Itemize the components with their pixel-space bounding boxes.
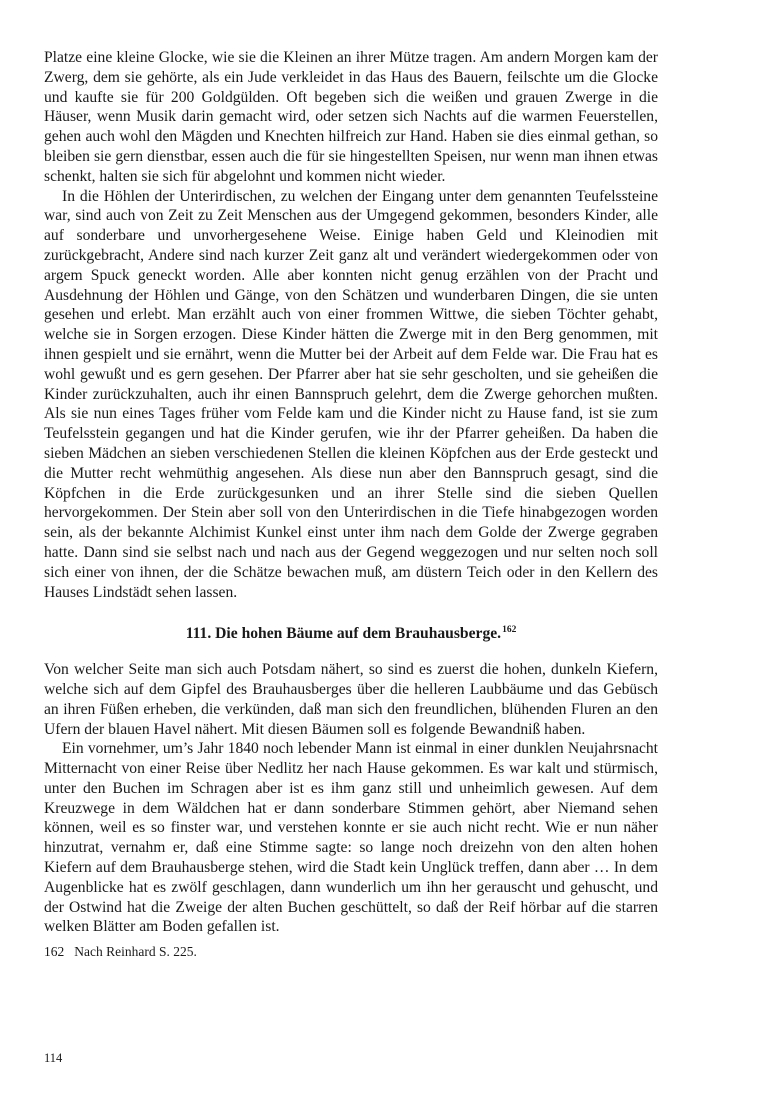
section-heading-text: 111. Die hohen Bäume auf dem Brauhausberge. xyxy=(185,625,502,643)
paragraph-neujahrsnacht: Ein vornehmer, um’s Jahr 1840 noch lebender Mann ist einmal in einer dunklen Neujahrsnacht Mitternacht von einer Reise über Nedlitz her nach Hause gekommen. Es war kalt und stürmisch, unter den Buchen im Schragen aber ist es ihm ganz still und unheimlich gewesen. Auf dem Kreuzwege in dem Wäldchen hat er dann sonderbare Stimmen gehört, aber Niemand sehen können, weil es so finster war, und verstehen konnte er sie auch nicht recht. Wie er nun näher hinzutrat, vernahm er, daß eine Stimme sagte: so lange noch dreizehn von den alten hohen Kiefern auf dem Brauhausberge stehen, wird die Stadt kein Unglück treffen, dann aber … In dem Augenblicke hat es zwölf geschlagen, dann wunderlich um ihn her gerauscht und gehuscht, und der Ostwind hat die Zweige der alten Buchen geschüttelt, so daß der Reif hörbar auf die starren welken Blätter am Boden gefallen ist. xyxy=(44,740,658,936)
top-text-block xyxy=(44,48,658,602)
paragraph-continued: Platze eine kleine Glocke, wie sie die Kleinen an ihrer Mütze tragen. Am andern Morgen kam der Zwerg, dem sie gehörte, als ein Jude verkleidet in das Haus des Bauern, feilschte um die Glocke und kaufte sie für 200 Goldgülden. Oft begeben sich die weißen und grauen Zwerge in die Häuser, wenn Musik darin gemacht wird, oder setzen sich Nachts auf die warmen Feuerstellen, gehen auch wohl den Mägden und Knechten hilfreich zur Hand. Haben sie dies einmal gethan, so bleiben sie gern dienstbar, essen auch die für sie hingestellten Speisen, nur wenn man ihnen etwas schenkt, halten sie sich für abgelohnt und kommen nicht wieder. xyxy=(44,49,658,185)
footnote-number: 162 xyxy=(44,944,65,960)
page-content xyxy=(44,48,658,961)
paragraph-potsdam: Von welcher Seite man sich auch Potsdam nähert, so sind es zuerst die hohen, dunkeln Kiefern, welche sich auf dem Gipfel des Brauhausberges über die helleren Laubbäume und das Gebüsch an ihren Füßen erheben, die verkünden, daß man sich den freundlichen, blühenden Fluren an den Ufern der blauen Havel nähert. Mit diesen Bäumen soll es folgende Bewandniß haben. xyxy=(44,661,658,738)
footnote-text: Nach Reinhard S. 225. xyxy=(74,944,197,960)
section-heading xyxy=(44,624,658,644)
section-text-block xyxy=(44,660,658,937)
footnote-reference[interactable]: 162 xyxy=(502,625,517,636)
paragraph-unterirdischen: In die Höhlen der Unterirdischen, zu welchen der Eingang unter dem genannten Teufelssteine war, sind auch von Zeit zu Zeit Menschen aus der Umgegend gekommen, besonders Kinder, alle auf sonderbare und unvorhergesehene Weise. Einige haben Geld und Kleinodien mit zurückgebracht, Andere sind nach kurzer Zeit ganz alt und verändert wiedergekommen oder von argem Spuck geneckt worden. Alle aber konnten nicht genug erzählen von der Pracht und Ausdehnung der Höhlen und Gänge, von den Schätzen und wunderbaren Dingen, die sie unten gesehen und erlebt. Man erzählt auch von einer frommen Wittwe, die sieben Töchter gehabt, welche sie in Sorgen erzogen. Diese Kinder hätten die Zwerge mit in den Berg genommen, mit ihnen gespielt und sie ernährt, wenn die Mutter bei der Arbeit auf dem Felde war. Die Frau hat es wohl gewußt und es gern gesehen. Der Pfarrer aber hat sie sehr gescholten, und sie geheißen die Kinder zurückzuhalten, auch ihr einen Bannspruch gelehrt, dem die Zwerge gehorchen mußten. Als sie nun eines Tages früher vom Felde kam und die Kinder nicht zu Hause fand, ist sie zum Teufelsstein gegangen und hat die Kinder gerufen, wie ihr der Pfarrer geheißen. Da haben die sieben Mädchen an sieben verschiedenen Stellen die kleinen Köpfchen aus der Erde gesteckt und die Mutter recht wehmüthig angesehen. Als diese nun aber den Bannspruch gesagt, sind die Köpfchen in die Erde zurückgesunken und an ihrer Stelle sind die sieben Quellen hervorgekommen. Der Stein aber soll von den Unterirdischen in die Tiefe hinabgezogen worden sein, als der bekannte Alchimist Kunkel einst unter ihm nach dem Golde der Zwerge gegraben hatte. Dann sind sie selbst nach und nach aus der Gegend weggezogen und nur selten noch soll sich einer von ihnen, der die Schätze bewachen muß, am düstern Teich oder in den Kellern des Hauses Lindstädt sehen lassen. xyxy=(44,187,658,601)
footnote xyxy=(44,943,658,961)
page-number: 114 xyxy=(44,1051,63,1065)
